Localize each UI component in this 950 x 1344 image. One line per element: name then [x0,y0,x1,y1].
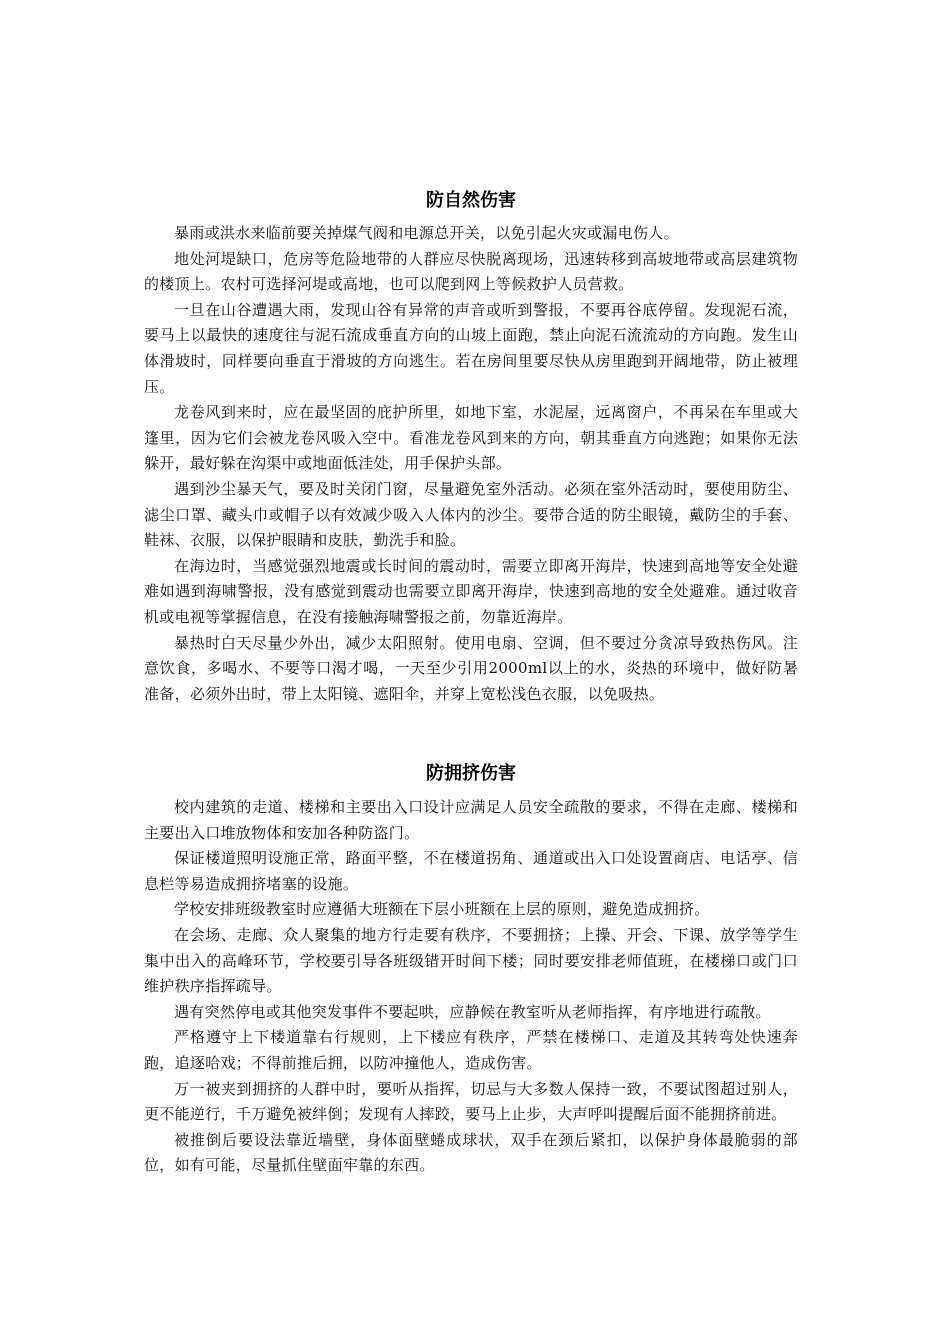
paragraph: 学校安排班级教室时应遵循大班额在下层小班额在上层的原则，避免造成拥挤。 [174,900,710,919]
paragraph: 一旦在山谷遭遇大雨，发现山谷有异常的声音或听到警报，不要再谷底停留。发现泥石流，要马上以最快的速度往与泥石流成垂直方向的山坡上面跑，禁止向泥石流流动的方向跑。发生山体滑坡时，同样要向垂直于滑坡的方向逃生。若在房间里要尽快从房里跑到开阔地带，防止被埋压。 [144,300,798,396]
section-natural-hazards [144,186,798,707]
paragraph: 遇到沙尘暴天气，要及时关闭门窗，尽量避免室外活动。必须在室外活动时，要使用防尘、滤尘口罩、藏头巾或帽子以有效减少吸入人体内的沙尘。要带合适的防尘眼镜，戴防尘的手套、鞋袜、衣服，以保护眼睛和皮肤，勤洗手和脸。 [144,479,798,550]
paragraph: 万一被夹到拥挤的人群中时，要听从指挥，切忌与大多数人保持一致，不要试图超过别人，更不能逆行，千万避免被绊倒；发现有人摔跤，要马上止步，大声呼叫提醒后面不能拥挤前进。 [144,1079,798,1124]
paragraph: 在会场、走廊、众人聚集的地方行走要有秩序，不要拥挤；上操、开会、下课、放学等学生集中出入的高峰环节，学校要引导各班级错开时间下楼；同时要安排老师值班，在楼梯口或门口维护秩序指挥疏导。 [144,925,798,996]
paragraph: 在海边时，当感觉强烈地震或长时间的震动时，需要立即离开海岸，快速到高地等安全处避难如遇到海啸警报，没有感觉到震动也需要立即离开海岸，快速到高地的安全处避难。通过收音机或电视等掌握信息，在没有接触海啸警报之前，勿靠近海岸。 [144,556,798,626]
paragraph: 校内建筑的走道、楼梯和主要出入口设计应满足人员安全疏散的要求，不得在走廊、楼梯和主要出入口堆放物体和安加各种防盗门。 [144,798,798,842]
paragraph: 遇有突然停电或其他突发事件不要起哄，应静候在教室听从老师指挥，有序地进行疏散。 [174,1002,771,1021]
section-crowd-hazards [144,759,798,1179]
paragraph: 被推倒后要设法靠近墙壁，身体面壁蜷成球状，双手在颈后紧扣，以保护身体最脆弱的部位，如有可能，尽量抓住壁面牢靠的东西。 [144,1130,798,1175]
paragraph: 暴雨或洪水来临前要关掉煤气阀和电源总开关，以免引起火灾或漏电伤人。 [174,224,679,242]
paragraph: 暴热时白天尽量少外出，减少太阳照射。使用电扇、空调，但不要过分贪凉导致热伤风。注意饮食，多喝水、不要等口渴才喝，一天至少引用2000ml以上的水，炎热的环境中，做好防暑准备，必须外出时，带上太阳镜、遮阳伞，并穿上宽松浅色衣服，以免吸热。 [144,633,798,703]
section-title: 防拥挤伤害 [426,763,516,784]
paragraph: 严格遵守上下楼道靠右行规则，上下楼应有秩序，严禁在楼梯口、走道及其转弯处快速奔跑，追逐哈戏；不得前推后拥，以防冲撞他人，造成伤害。 [144,1028,798,1072]
paragraph: 保证楼道照明设施正常，路面平整，不在楼道拐角、通道或出入口处设置商店、电话亭、信息栏等易造成拥挤堵塞的设施。 [144,849,798,893]
paragraph: 龙卷风到来时，应在最坚固的庇护所里，如地下室，水泥屋，远离窗户，不再呆在车里或大篷里，因为它们会被龙卷风吸入空中。看准龙卷风到来的方向，朝其垂直方向逃跑；如果你无法躲开，最好躲在沟渠中或地面低洼处，用手保护头部。 [144,403,798,473]
paragraph: 地处河堤缺口，危房等危险地带的人群应尽快脱离现场，迅速转移到高坡地带或高层建筑物的楼顶上。农村可选择河堤或高地，也可以爬到网上等候救护人员营救。 [144,249,798,294]
section-title: 防自然伤害 [426,190,516,211]
